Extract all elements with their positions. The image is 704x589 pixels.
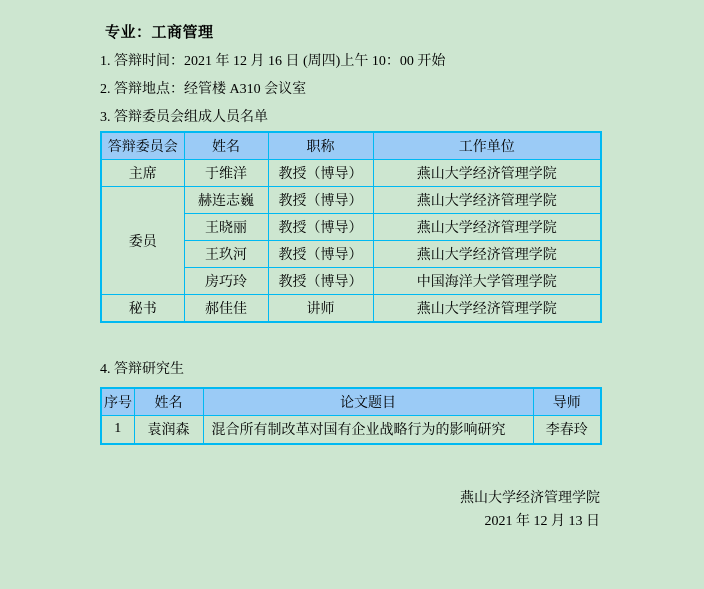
committee-header-role: 答辩委员会 [101, 132, 184, 160]
committee-cell-unit: 中国海洋大学管理学院 [373, 268, 601, 295]
major-title: 专业：工商管理 [105, 25, 214, 41]
committee-cell-role-merged: 委员 [101, 187, 184, 295]
committee-header-title: 职称 [268, 132, 373, 160]
committee-cell-name: 王晓丽 [184, 214, 268, 241]
signature-block [100, 487, 600, 533]
committee-cell-name: 王玖河 [184, 241, 268, 268]
students-header-thesis: 论文题目 [203, 388, 533, 416]
committee-cell-role: 主席 [101, 160, 184, 187]
table-row [101, 160, 601, 187]
committee-caption-line: 3. 答辩委员会组成人员名单 [100, 110, 268, 125]
students-caption-line: 4. 答辩研究生 [100, 362, 184, 377]
committee-cell-unit: 燕山大学经济管理学院 [373, 187, 601, 214]
committee-cell-role: 秘书 [101, 295, 184, 323]
signature-org: 燕山大学经济管理学院 [460, 490, 600, 506]
students-cell-thesis: 混合所有制改革对国有企业战略行为的影响研究 [203, 416, 533, 444]
defense-time-line: 1. 答辩时间：2021 年 12 月 16 日 (周四)上午 10：00 开始 [100, 54, 446, 69]
committee-header-row [101, 132, 601, 160]
committee-cell-name: 房巧玲 [184, 268, 268, 295]
table-row [101, 187, 601, 214]
students-cell-advisor: 李春玲 [533, 416, 601, 444]
students-table [100, 387, 602, 445]
students-header-no: 序号 [101, 388, 134, 416]
committee-cell-title: 教授（博导） [268, 214, 373, 241]
students-header-advisor: 导师 [533, 388, 601, 416]
students-header-row [101, 388, 601, 416]
committee-cell-title: 教授（博导） [268, 187, 373, 214]
students-cell-no: 1 [101, 416, 134, 444]
committee-cell-name: 赫连志巍 [184, 187, 268, 214]
table-row [101, 416, 601, 444]
committee-cell-name: 郝佳佳 [184, 295, 268, 323]
students-header-name: 姓名 [134, 388, 203, 416]
table-row [101, 295, 601, 323]
committee-cell-unit: 燕山大学经济管理学院 [373, 295, 601, 323]
committee-cell-title: 教授（博导） [268, 268, 373, 295]
committee-header-name: 姓名 [184, 132, 268, 160]
defense-place-line: 2. 答辩地点：经管楼 A310 会议室 [100, 82, 307, 97]
committee-cell-unit: 燕山大学经济管理学院 [373, 160, 601, 187]
committee-table [100, 131, 602, 323]
committee-cell-unit: 燕山大学经济管理学院 [373, 214, 601, 241]
committee-cell-title: 教授（博导） [268, 160, 373, 187]
committee-cell-unit: 燕山大学经济管理学院 [373, 241, 601, 268]
signature-date: 2021 年 12 月 13 日 [484, 513, 600, 529]
committee-cell-name: 于维洋 [184, 160, 268, 187]
students-cell-name: 袁润森 [134, 416, 203, 444]
committee-cell-title: 讲师 [268, 295, 373, 323]
committee-cell-title: 教授（博导） [268, 241, 373, 268]
committee-header-unit: 工作单位 [373, 132, 601, 160]
